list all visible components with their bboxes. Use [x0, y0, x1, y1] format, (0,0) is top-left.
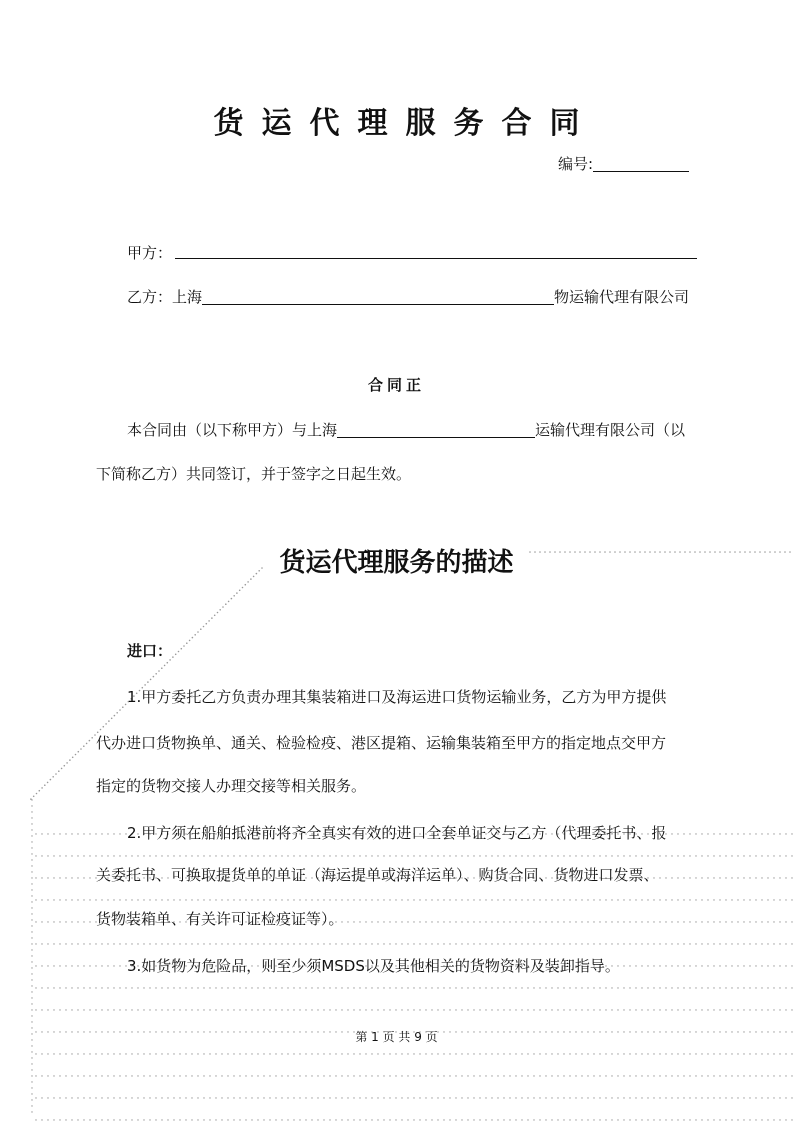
page-footer: 第 1 页 共 9 页 — [355, 1030, 438, 1044]
item-2-line-2: 关委托书、可换取提货单的单证（海运提单或海洋运单）、购货合同、货物进口发票、 — [96, 866, 659, 884]
party-a-label: 甲方： — [127, 244, 173, 262]
item-1-line-3: 指定的货物交接人办理交接等相关服务。 — [96, 777, 367, 795]
item-2-line-1: 2.甲方须在船舶抵港前将齐全真实有效的进口全套单证交与乙方（代理委托书、报 — [127, 824, 667, 842]
intro-line-1 — [127, 419, 685, 440]
item-3-line-1: 3.如货物为危险品，则至少须MSDS以及其他相关的货物资料及装卸指导。 — [127, 957, 620, 975]
item-1-line-1: 1.甲方委托乙方负责办理其集装箱进口及海运进口货物运输业务，乙方为甲方提供 — [127, 688, 667, 706]
contract-heading: 合同正 — [367, 376, 425, 394]
serial-number-blank — [593, 157, 689, 172]
party-a-blank — [175, 258, 697, 259]
serial-number-field — [558, 153, 689, 174]
party-a-field — [127, 242, 172, 263]
document-title: 货运代理服务合同 — [213, 106, 598, 141]
serial-number-label: 编号: — [558, 155, 594, 173]
party-b-prefix: 乙方：上海 — [127, 288, 203, 306]
party-b-blank — [202, 290, 554, 305]
intro-suffix: 运输代理有限公司（以 — [535, 421, 686, 439]
section-title: 货运代理服务的描述 — [279, 548, 514, 578]
item-2-line-3: 货物装箱单、有关许可证检疫证等）。 — [96, 910, 344, 928]
party-b-suffix: 物运输代理有限公司 — [554, 288, 690, 306]
intro-blank — [337, 423, 535, 438]
intro-prefix: 本合同由（以下称甲方）与上海 — [127, 421, 338, 439]
intro-line-2: 下简称乙方）共同签订，并于签字之日起生效。 — [96, 465, 412, 483]
import-subheading: 进口： — [127, 642, 173, 660]
item-1-line-2: 代办进口货物换单、通关、检验检疫、港区提箱、运输集装箱至甲方的指定地点交甲方 — [96, 734, 667, 752]
party-b-field — [127, 286, 689, 307]
